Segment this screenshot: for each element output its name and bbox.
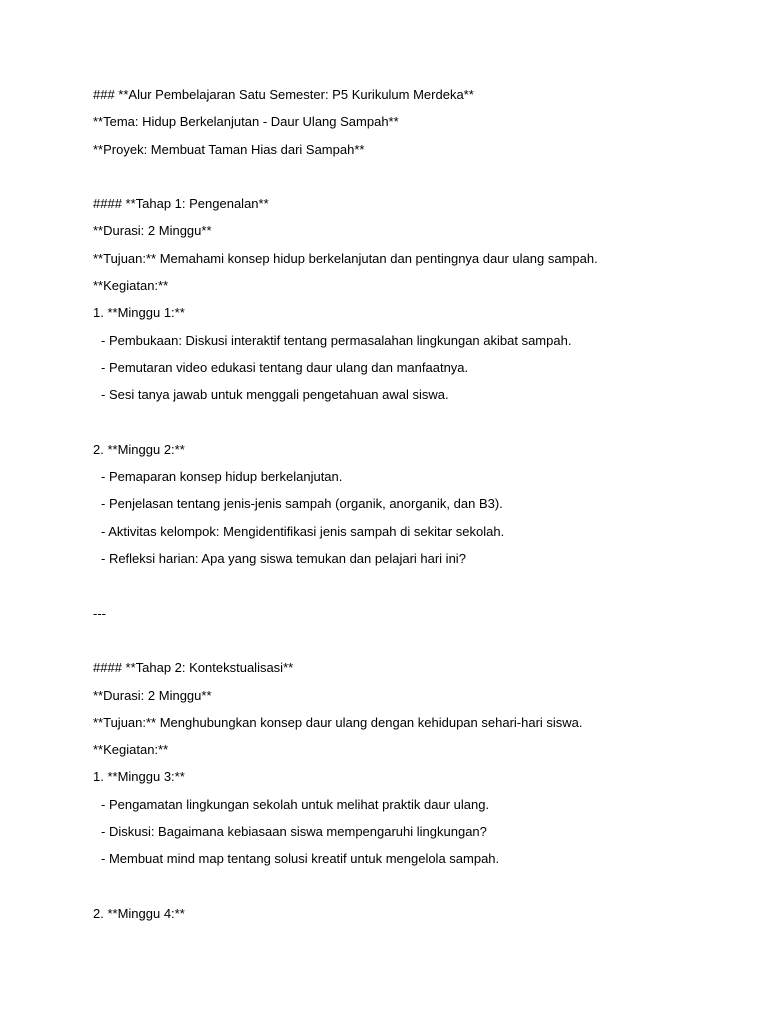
document-body: [93, 85, 713, 931]
stage-2-duration: **Durasi: 2 Minggu**: [93, 687, 212, 703]
list-item: - Diskusi: Bagaimana kebiasaan siswa mempengaruhi lingkungan?: [101, 824, 487, 840]
blank-line: [93, 576, 713, 603]
list-item: - Pengamatan lingkungan sekolah untuk melihat praktik daur ulang.: [101, 796, 490, 812]
blank-line: [93, 877, 713, 904]
theme-line: **Tema: Hidup Berkelanjutan - Daur Ulang Sampah**: [93, 114, 399, 130]
list-item: - Membuat mind map tentang solusi kreatif untuk mengelola sampah.: [101, 851, 500, 867]
week-1-heading: 1. **Minggu 1:**: [93, 305, 185, 321]
stage-2-activities-label: **Kegiatan:**: [93, 742, 169, 758]
week-3-heading: 1. **Minggu 3:**: [93, 769, 185, 785]
list-item: - Sesi tanya jawab untuk menggali pengetahuan awal siswa.: [101, 387, 449, 403]
blank-line: [93, 413, 713, 440]
list-item: - Pemutaran video edukasi tentang daur ulang dan manfaatnya.: [101, 359, 469, 375]
stage-1-goal: **Tujuan:** Memahami konsep hidup berkelanjutan dan pentingnya daur ulang sampah.: [93, 250, 598, 266]
list-item: - Refleksi harian: Apa yang siswa temukan dan pelajari hari ini?: [101, 551, 466, 567]
stage-1-activities-label: **Kegiatan:**: [93, 278, 169, 294]
stage-1-duration: **Durasi: 2 Minggu**: [93, 223, 212, 239]
document-heading: ### **Alur Pembelajaran Satu Semester: P5 Kurikulum Merdeka**: [93, 87, 474, 102]
stage-2-heading: #### **Tahap 2: Kontekstualisasi**: [93, 660, 294, 676]
project-line: **Proyek: Membuat Taman Hias dari Sampah**: [93, 141, 365, 157]
week-4-heading: 2. **Minggu 4:**: [93, 905, 185, 921]
blank-line: [93, 167, 713, 194]
list-item: - Aktivitas kelompok: Mengidentifikasi jenis sampah di sekitar sekolah.: [101, 523, 505, 539]
section-divider: ---: [93, 605, 106, 621]
blank-line: [93, 631, 713, 658]
stage-2-goal: **Tujuan:** Menghubungkan konsep daur ulang dengan kehidupan sehari-hari siswa.: [93, 714, 583, 730]
list-item: - Pembukaan: Diskusi interaktif tentang permasalahan lingkungan akibat sampah.: [101, 332, 572, 348]
week-2-heading: 2. **Minggu 2:**: [93, 441, 185, 457]
stage-1-heading: #### **Tahap 1: Pengenalan**: [93, 196, 269, 212]
list-item: - Pemaparan konsep hidup berkelanjutan.: [101, 469, 343, 485]
list-item: - Penjelasan tentang jenis-jenis sampah (organik, anorganik, dan B3).: [101, 496, 503, 512]
